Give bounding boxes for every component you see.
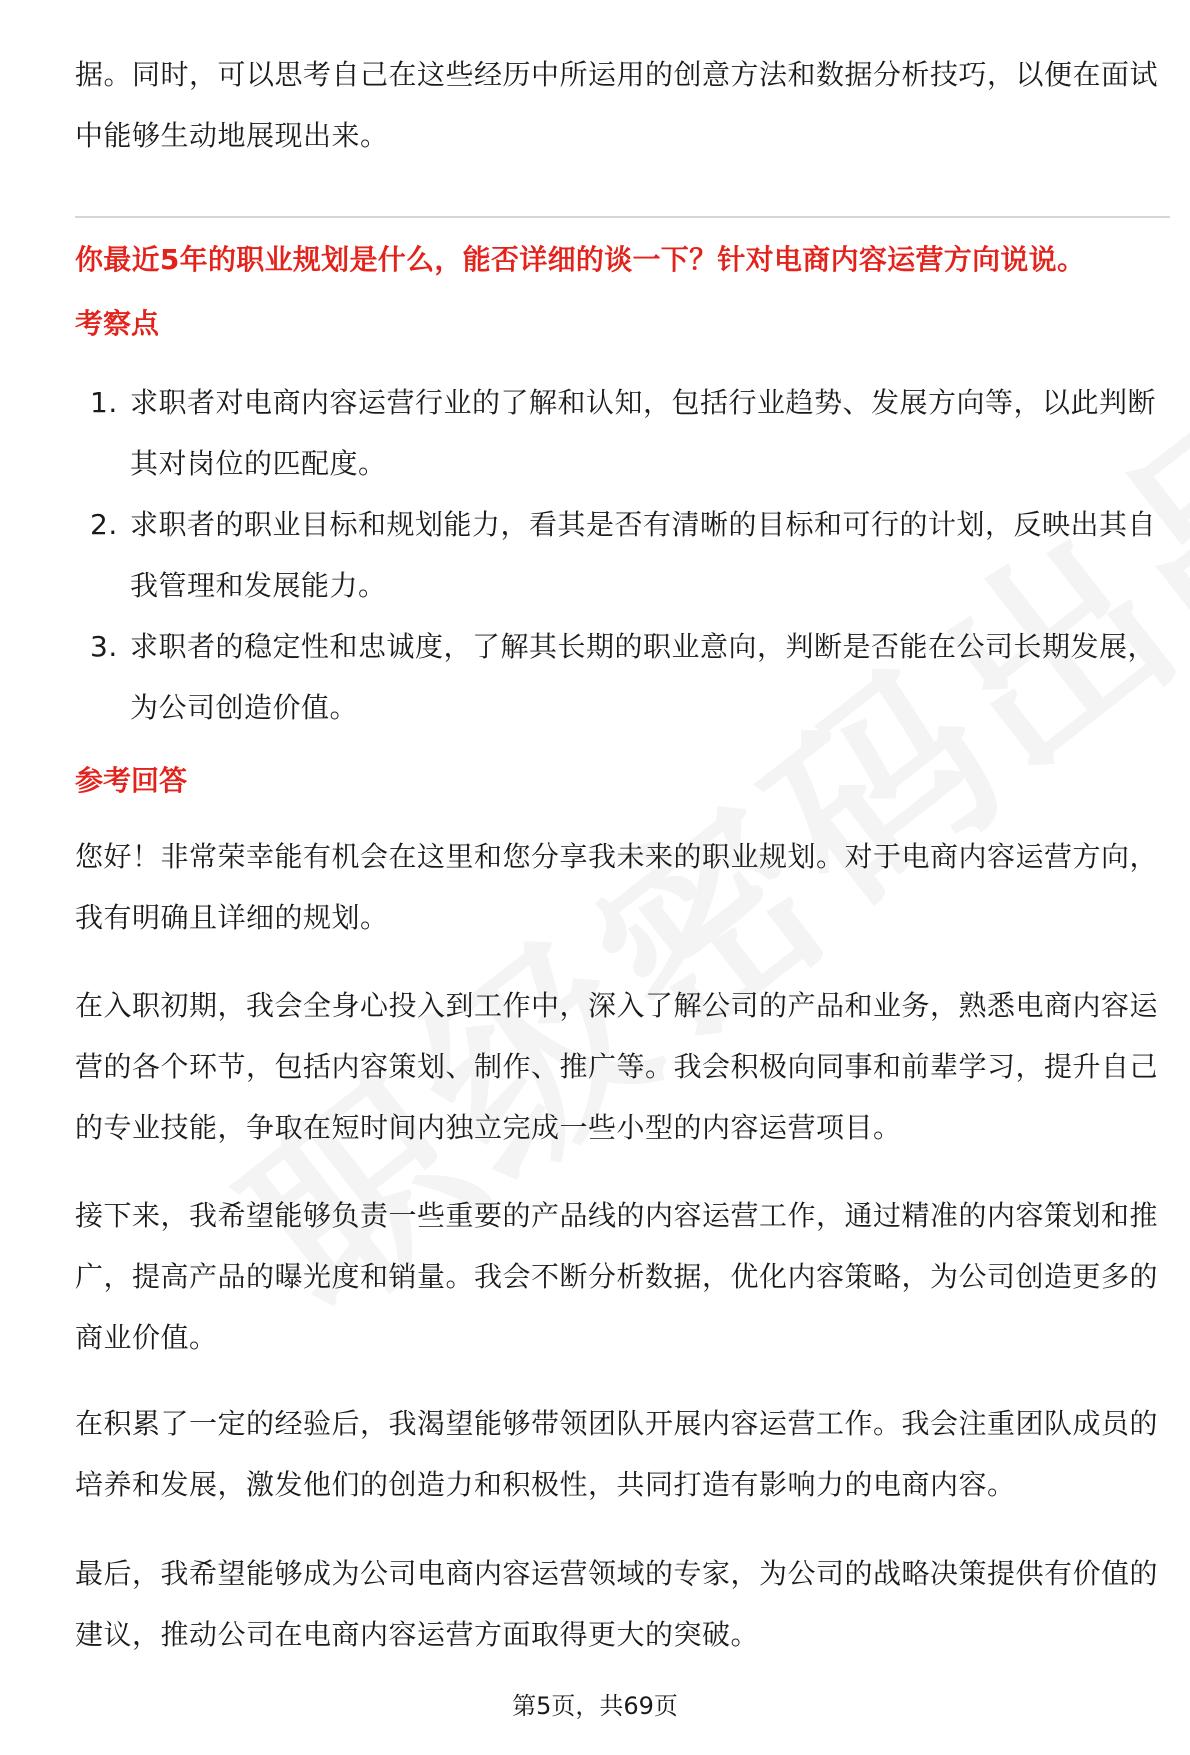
question-title: 你最近5年的职业规划是什么，能否详细的谈一下？针对电商内容运营方向说说。 bbox=[75, 243, 1086, 276]
page-number-footer: 第5页，共69页 bbox=[512, 1692, 678, 1720]
list-item-number: 1. bbox=[90, 386, 118, 419]
answer-paragraph: 最后，我希望能够成为公司电商内容运营领域的专家，为公司的战略决策提供有价值的建议，推动公司在电商内容运营方面取得更大的突破。 bbox=[75, 1557, 1159, 1651]
list-item bbox=[75, 494, 1165, 616]
list-item-text: 求职者的职业目标和规划能力，看其是否有清晰的目标和可行的计划，反映出其自我管理和发展能力。 bbox=[130, 508, 1157, 602]
list-item-number: 3. bbox=[90, 630, 118, 663]
intro-paragraph: 据。同时，可以思考自己在这些经历中所运用的创意方法和数据分析技巧，以便在面试中能够生动地展现出来。 bbox=[75, 58, 1159, 152]
answer-heading: 参考回答 bbox=[75, 764, 188, 797]
list-item-text: 求职者对电商内容运营行业的了解和认知，包括行业趋势、发展方向等，以此判断其对岗位的匹配度。 bbox=[130, 386, 1157, 480]
list-item-number: 2. bbox=[90, 508, 118, 541]
list-item bbox=[75, 372, 1165, 494]
answer-paragraph: 您好！非常荣幸能有机会在这里和您分享我未来的职业规划。对于电商内容运营方向，我有明确且详细的规划。 bbox=[75, 840, 1159, 934]
answer-paragraph: 在入职初期，我会全身心投入到工作中，深入了解公司的产品和业务，熟悉电商内容运营的各个环节，包括内容策划、制作、推广等。我会积极向同事和前辈学习，提升自己的专业技能，争取在短时间内独立完成一些小型的内容运营项目。 bbox=[75, 989, 1159, 1144]
points-list bbox=[75, 372, 1165, 738]
list-item-text: 求职者的稳定性和忠诚度，了解其长期的职业意向，判断是否能在公司长期发展，为公司创造价值。 bbox=[130, 630, 1157, 724]
answer-paragraph: 接下来，我希望能够负责一些重要的产品线的内容运营工作，通过精准的内容策划和推广，提高产品的曝光度和销量。我会不断分析数据，优化内容策略，为公司创造更多的商业价值。 bbox=[75, 1199, 1159, 1354]
section-divider bbox=[75, 216, 1170, 218]
points-heading: 考察点 bbox=[75, 307, 160, 340]
answer-paragraph: 在积累了一定的经验后，我渴望能够带领团队开展内容运营工作。我会注重团队成员的培养和发展，激发他们的创造力和积极性，共同打造有影响力的电商内容。 bbox=[75, 1407, 1159, 1501]
list-item bbox=[75, 616, 1165, 738]
